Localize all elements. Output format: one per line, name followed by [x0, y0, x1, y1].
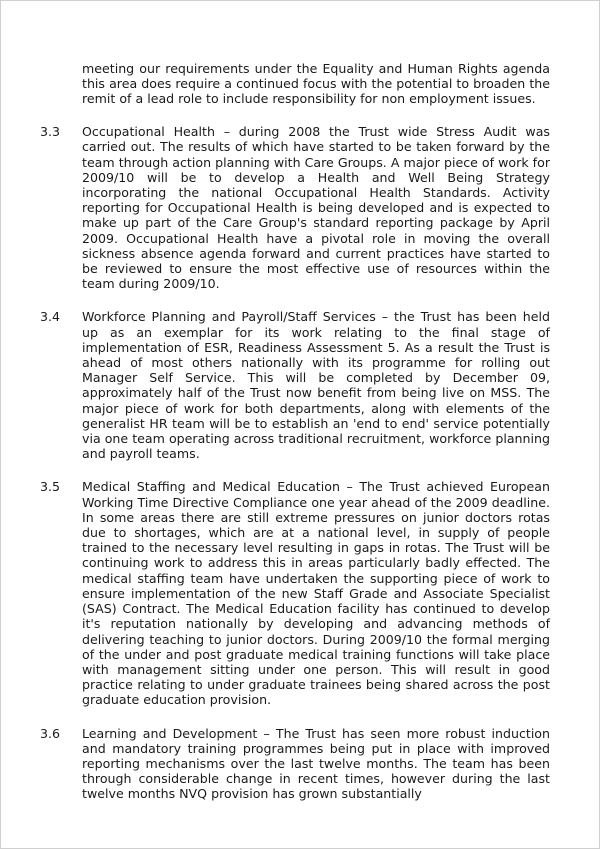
section-number: 3.4 — [40, 309, 61, 325]
section-3-6 — [40, 726, 550, 802]
section-number: 3.3 — [40, 124, 61, 140]
section-3-5 — [40, 479, 550, 707]
section-text: Occupational Health – during 2008 the Trust wide Stress Audit was carried out. The results of which have started to be taken forward by the team through action planning with Care Groups. A major piece of work for 2009/10 will be to develop a Health and Well Being Strategy incorporating the national Occupational Health Standards. Activity reporting for Occupational Health is being developed and is expected to make up part of the Care Group's standard reporting package by April 2009. Occupational Health have a pivotal role in moving the overall sickness absence agenda forward and current practices have started to be reviewed to ensure the most effective use of resources within the team during 2009/10. — [82, 124, 550, 292]
section-text: Workforce Planning and Payroll/Staff Services – the Trust has been held up as an exemplar for its work relating to the final stage of implementation of ESR, Readiness Assessment 5. As a result the Trust is ahead of most others nationally with its programme for rolling out Manager Self Service. This will be completed by December 09, approximately half of the Trust now benefit from being live on MSS. The major piece of work for both departments, along with elements of the generalist HR team will be to establish an 'end to end' service potentially via one team operating across traditional recruitment, workforce planning and payroll teams. — [82, 309, 550, 462]
continuation-paragraph: meeting our requirements under the Equality and Human Rights agenda this area does require a continued focus with the potential to broaden the remit of a lead role to include responsibility for non employment issues. — [82, 60, 550, 106]
section-3-3 — [40, 124, 550, 291]
document-body — [40, 48, 550, 820]
section-number: 3.5 — [40, 479, 61, 495]
section-number: 3.6 — [40, 725, 61, 741]
section-text: Learning and Development – The Trust has seen more robust induction and mandatory training programmes being put in place with improved reporting mechanisms over the last twelve months. The team has been through considerable change in recent times, however during the last twelve months NVQ provision has grown substantially — [82, 725, 550, 802]
section-text: Medical Staffing and Medical Education – The Trust achieved European Working Time Directive Compliance one year ahead of the 2009 deadline. In some areas there are still extreme pressures on junior doctors rotas due to shortages, which are at a national level, in supply of people trained to the necessary level resulting in gaps in rotas. The Trust will be continuing work to address this in areas particularly badly effected. The medical staffing team have undertaken the supporting piece of work to ensure implementation of the new Staff Grade and Associate Specialist (SAS) Contract. The Medical Education facility has continued to develop it's reputation nationally by developing and advancing methods of delivering teaching to junior doctors. During 2009/10 the formal merging of the under and post graduate medical training functions will take place with management sitting under one person. This will result in good practice relating to under graduate trainees being shared across the post graduate education provision. — [82, 479, 550, 708]
section-3-4 — [40, 309, 550, 461]
